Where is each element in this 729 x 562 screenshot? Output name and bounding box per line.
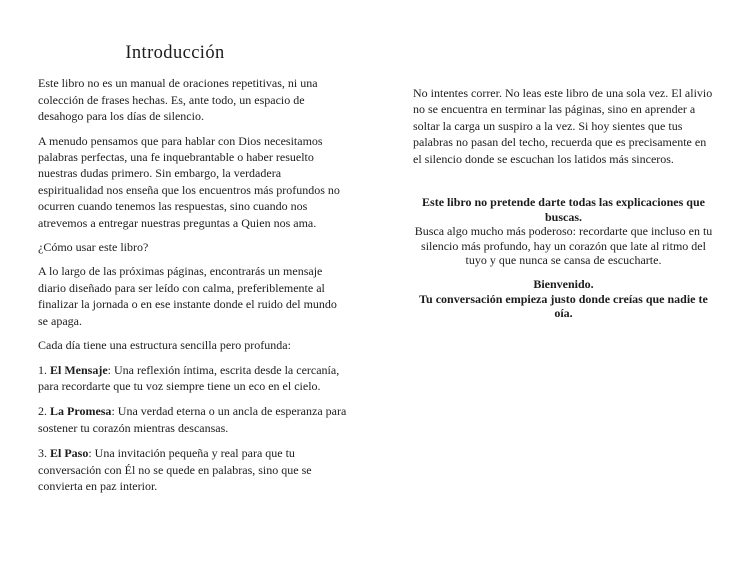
how-to-use-question: ¿Cómo usar este libro? — [38, 240, 149, 255]
list-item-number: 3. — [38, 446, 47, 461]
daily-message-paragraph: A lo largo de las próximas páginas, encontrarás un mensaje diario diseñado para ser leído con calma, preferiblemente al finalizar la jornada o en ese instante donde el ruido del mundo se apaga. — [38, 264, 337, 328]
list-item-label: La Promesa — [50, 404, 112, 419]
list-item-promesa — [38, 403, 348, 436]
list-item-text: : Una reflexión íntima, escrita desde la cercanía, para recordarte que tu voz siempre tiene un eco en el cielo. — [38, 362, 340, 393]
left-column — [38, 45, 348, 503]
welcome-closing-line: Tu conversación empieza justo donde creías que nadie te oía. — [419, 291, 708, 321]
center-block-normal-text: Busca algo mucho más poderoso: recordarte que incluso en tu silencio más profundo, hay un corazón que late al ritmo del tuyo y que nunca se cansa de escucharte. — [414, 224, 713, 268]
spirituality-paragraph: A menudo pensamos que para hablar con Dios necesitamos palabras perfectas, una fe inquebrantable o haber resuelto nuestras dudas primero. Sin embargo, la verdadera espiritualidad nos enseña que los encuentros más profundos no ocurren cuando tenemos las respuestas, sino cuando nos atrevemos a entregar nuestras preguntas a Quien nos ama. — [38, 133, 340, 230]
center-block — [413, 195, 714, 268]
list-item-number: 2. — [38, 404, 47, 419]
pacing-paragraph: No intentes correr. No leas este libro de una sola vez. El alivio no se encuentra en terminar las páginas, sino en aprender a soltar la carga un suspiro a la vez. Si hoy sientes que tus palabras no pasan del techo, recuerda que es precisamente en el silencio donde se escuchan los latidos más sinceros. — [413, 86, 713, 166]
page-title: Introducción — [125, 43, 225, 63]
center-block-bold-text: Este libro no pretende darte todas las explicaciones que buscas. — [422, 195, 705, 224]
welcome-block — [413, 277, 714, 321]
welcome-line: Bienvenido. — [533, 277, 594, 291]
list-item-label: El Paso — [50, 446, 89, 461]
intro-paragraph: Este libro no es un manual de oraciones repetitivas, ni una colección de frases hechas. Es, ante todo, un espacio de desahogo para los días de silencio. — [38, 76, 318, 124]
list-item-number: 1. — [38, 362, 47, 377]
structure-lead-in: Cada día tiene una estructura sencilla pero profunda: — [38, 338, 291, 353]
list-item-text: : Una verdad eterna o un ancla de esperanza para sostener tu corazón mientras descansas. — [38, 404, 347, 435]
list-item-label: El Mensaje — [50, 362, 108, 377]
right-column — [413, 85, 714, 321]
list-item-mensaje — [38, 362, 348, 395]
list-item-paso — [38, 445, 348, 494]
list-item-text: : Una invitación pequeña y real para que tu conversación con Él no se quede en palabras, sino que se convierta en paz interior. — [38, 446, 312, 493]
